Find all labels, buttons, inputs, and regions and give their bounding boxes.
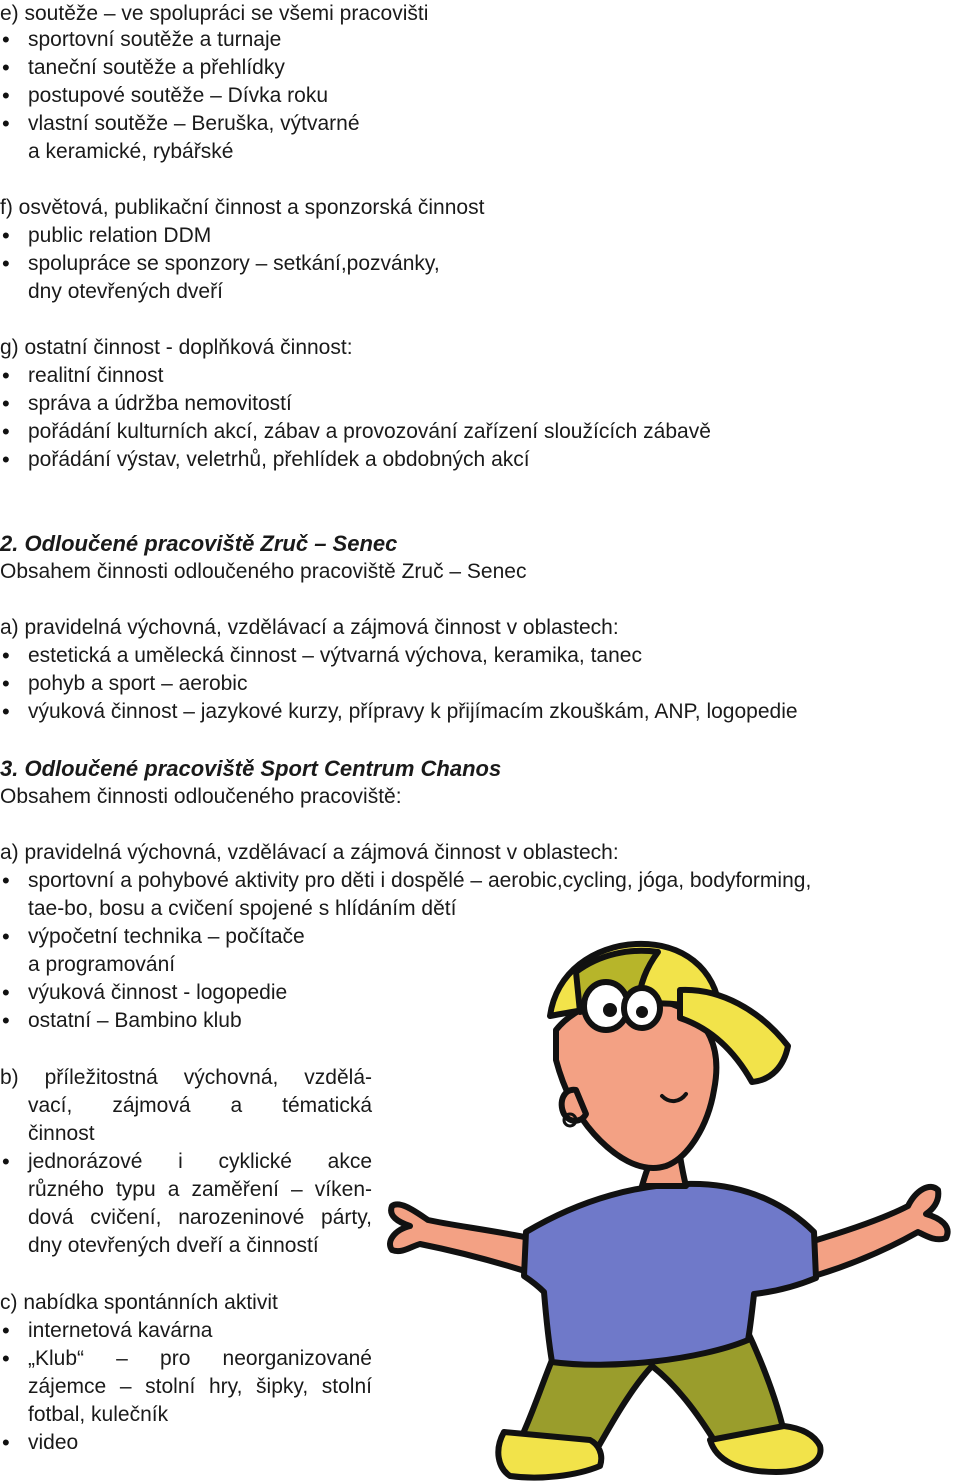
list-item: • postupové soutěže – Dívka roku	[28, 82, 328, 110]
list-item: • public relation DDM	[28, 222, 211, 250]
list-item: • estetická a umělecká činnost – výtvarná výchova, keramika, tanec	[28, 642, 642, 670]
list-item: • výuková činnost - logopedie	[28, 979, 287, 1007]
list-item-continuation: dová cvičení, narozeninové párty,	[28, 1206, 372, 1229]
right-pupil	[636, 1006, 648, 1018]
list-item-continuation: dny otevřených dveří a činností	[28, 1234, 319, 1257]
list-item-continuation: různého typu a zaměření – víken-	[28, 1178, 372, 1201]
list-item: • výpočetní technika – počítače	[28, 923, 305, 951]
list-item-continuation: dny otevřených dveří	[28, 280, 223, 303]
list-item-continuation: tae-bo, bosu a cvičení spojené s hlídáním dětí	[28, 897, 457, 920]
list-item: • „Klub“ – pro neorganizované	[28, 1345, 372, 1373]
section-f-title: f) osvětová, publikační činnost a sponzorská činnost	[0, 196, 485, 219]
list-item: • video	[28, 1429, 78, 1457]
list-item: • internetová kavárna	[28, 1317, 212, 1345]
list-item-continuation: fotbal, kulečník	[28, 1403, 169, 1426]
list-item-continuation: zájemce – stolní hry, šipky, stolní	[28, 1375, 372, 1398]
list-item: • spolupráce se sponzory – setkání,pozvánky,	[28, 250, 440, 278]
section-3-heading: 3. Odloučené pracoviště Sport Centrum Chanos	[0, 756, 502, 781]
section-2-intro: Obsahem činnosti odloučeného pracoviště Zruč – Senec	[0, 560, 527, 583]
list-item: • sportovní a pohybové aktivity pro děti i dospělé – aerobic,cycling, jóga, bodyforming,	[28, 867, 811, 895]
list-item: • ostatní – Bambino klub	[28, 1007, 242, 1035]
cartoon-boy-illustration	[380, 920, 960, 1481]
left-arm	[390, 1204, 530, 1272]
section-3-intro: Obsahem činnosti odloučeného pracoviště:	[0, 785, 402, 808]
right-arm	[810, 1187, 948, 1276]
section-2-a-title: a) pravidelná výchovná, vzdělávací a zájmová činnost v oblastech:	[0, 616, 619, 639]
section-3-c-title: c) nabídka spontánních aktivit	[0, 1291, 278, 1314]
section-3-b-title-cont: činnost	[28, 1122, 95, 1145]
section-3-b-title-cont: vací, zájmová a tématická	[28, 1094, 372, 1117]
list-item: • taneční soutěže a přehlídky	[28, 54, 285, 82]
list-item: • pohyb a sport – aerobic	[28, 670, 247, 698]
shirt	[524, 1184, 816, 1365]
list-item: • sportovní soutěže a turnaje	[28, 26, 281, 54]
list-item: • výuková činnost – jazykové kurzy, přípravy k přijímacím zkouškám, ANP, logopedie	[28, 698, 798, 726]
list-item-continuation: a programování	[28, 953, 176, 976]
list-item-continuation: a keramické, rybářské	[28, 140, 234, 163]
list-item: • vlastní soutěže – Beruška, výtvarné	[28, 110, 360, 138]
left-shoe	[498, 1432, 601, 1478]
left-pupil	[603, 1003, 617, 1017]
list-item: • pořádání kulturních akcí, zábav a provozování zařízení sloužících zábavě	[28, 418, 711, 446]
section-e-title: e) soutěže – ve spolupráci se všemi pracovišti	[0, 2, 429, 25]
list-item: • realitní činnost	[28, 362, 163, 390]
section-2-heading: 2. Odloučené pracoviště Zruč – Senec	[0, 531, 398, 556]
list-item: • jednorázové i cyklické akce	[28, 1148, 372, 1176]
list-item: • pořádání výstav, veletrhů, přehlídek a obdobných akcí	[28, 446, 530, 474]
section-3-b-title: b) příležitostná výchovná, vzdělá-	[0, 1066, 372, 1089]
section-3-a-title: a) pravidelná výchovná, vzdělávací a zájmová činnost v oblastech:	[0, 841, 619, 864]
section-g-title: g) ostatní činnost - doplňková činnost:	[0, 336, 353, 359]
list-item: • správa a údržba nemovitostí	[28, 390, 292, 418]
